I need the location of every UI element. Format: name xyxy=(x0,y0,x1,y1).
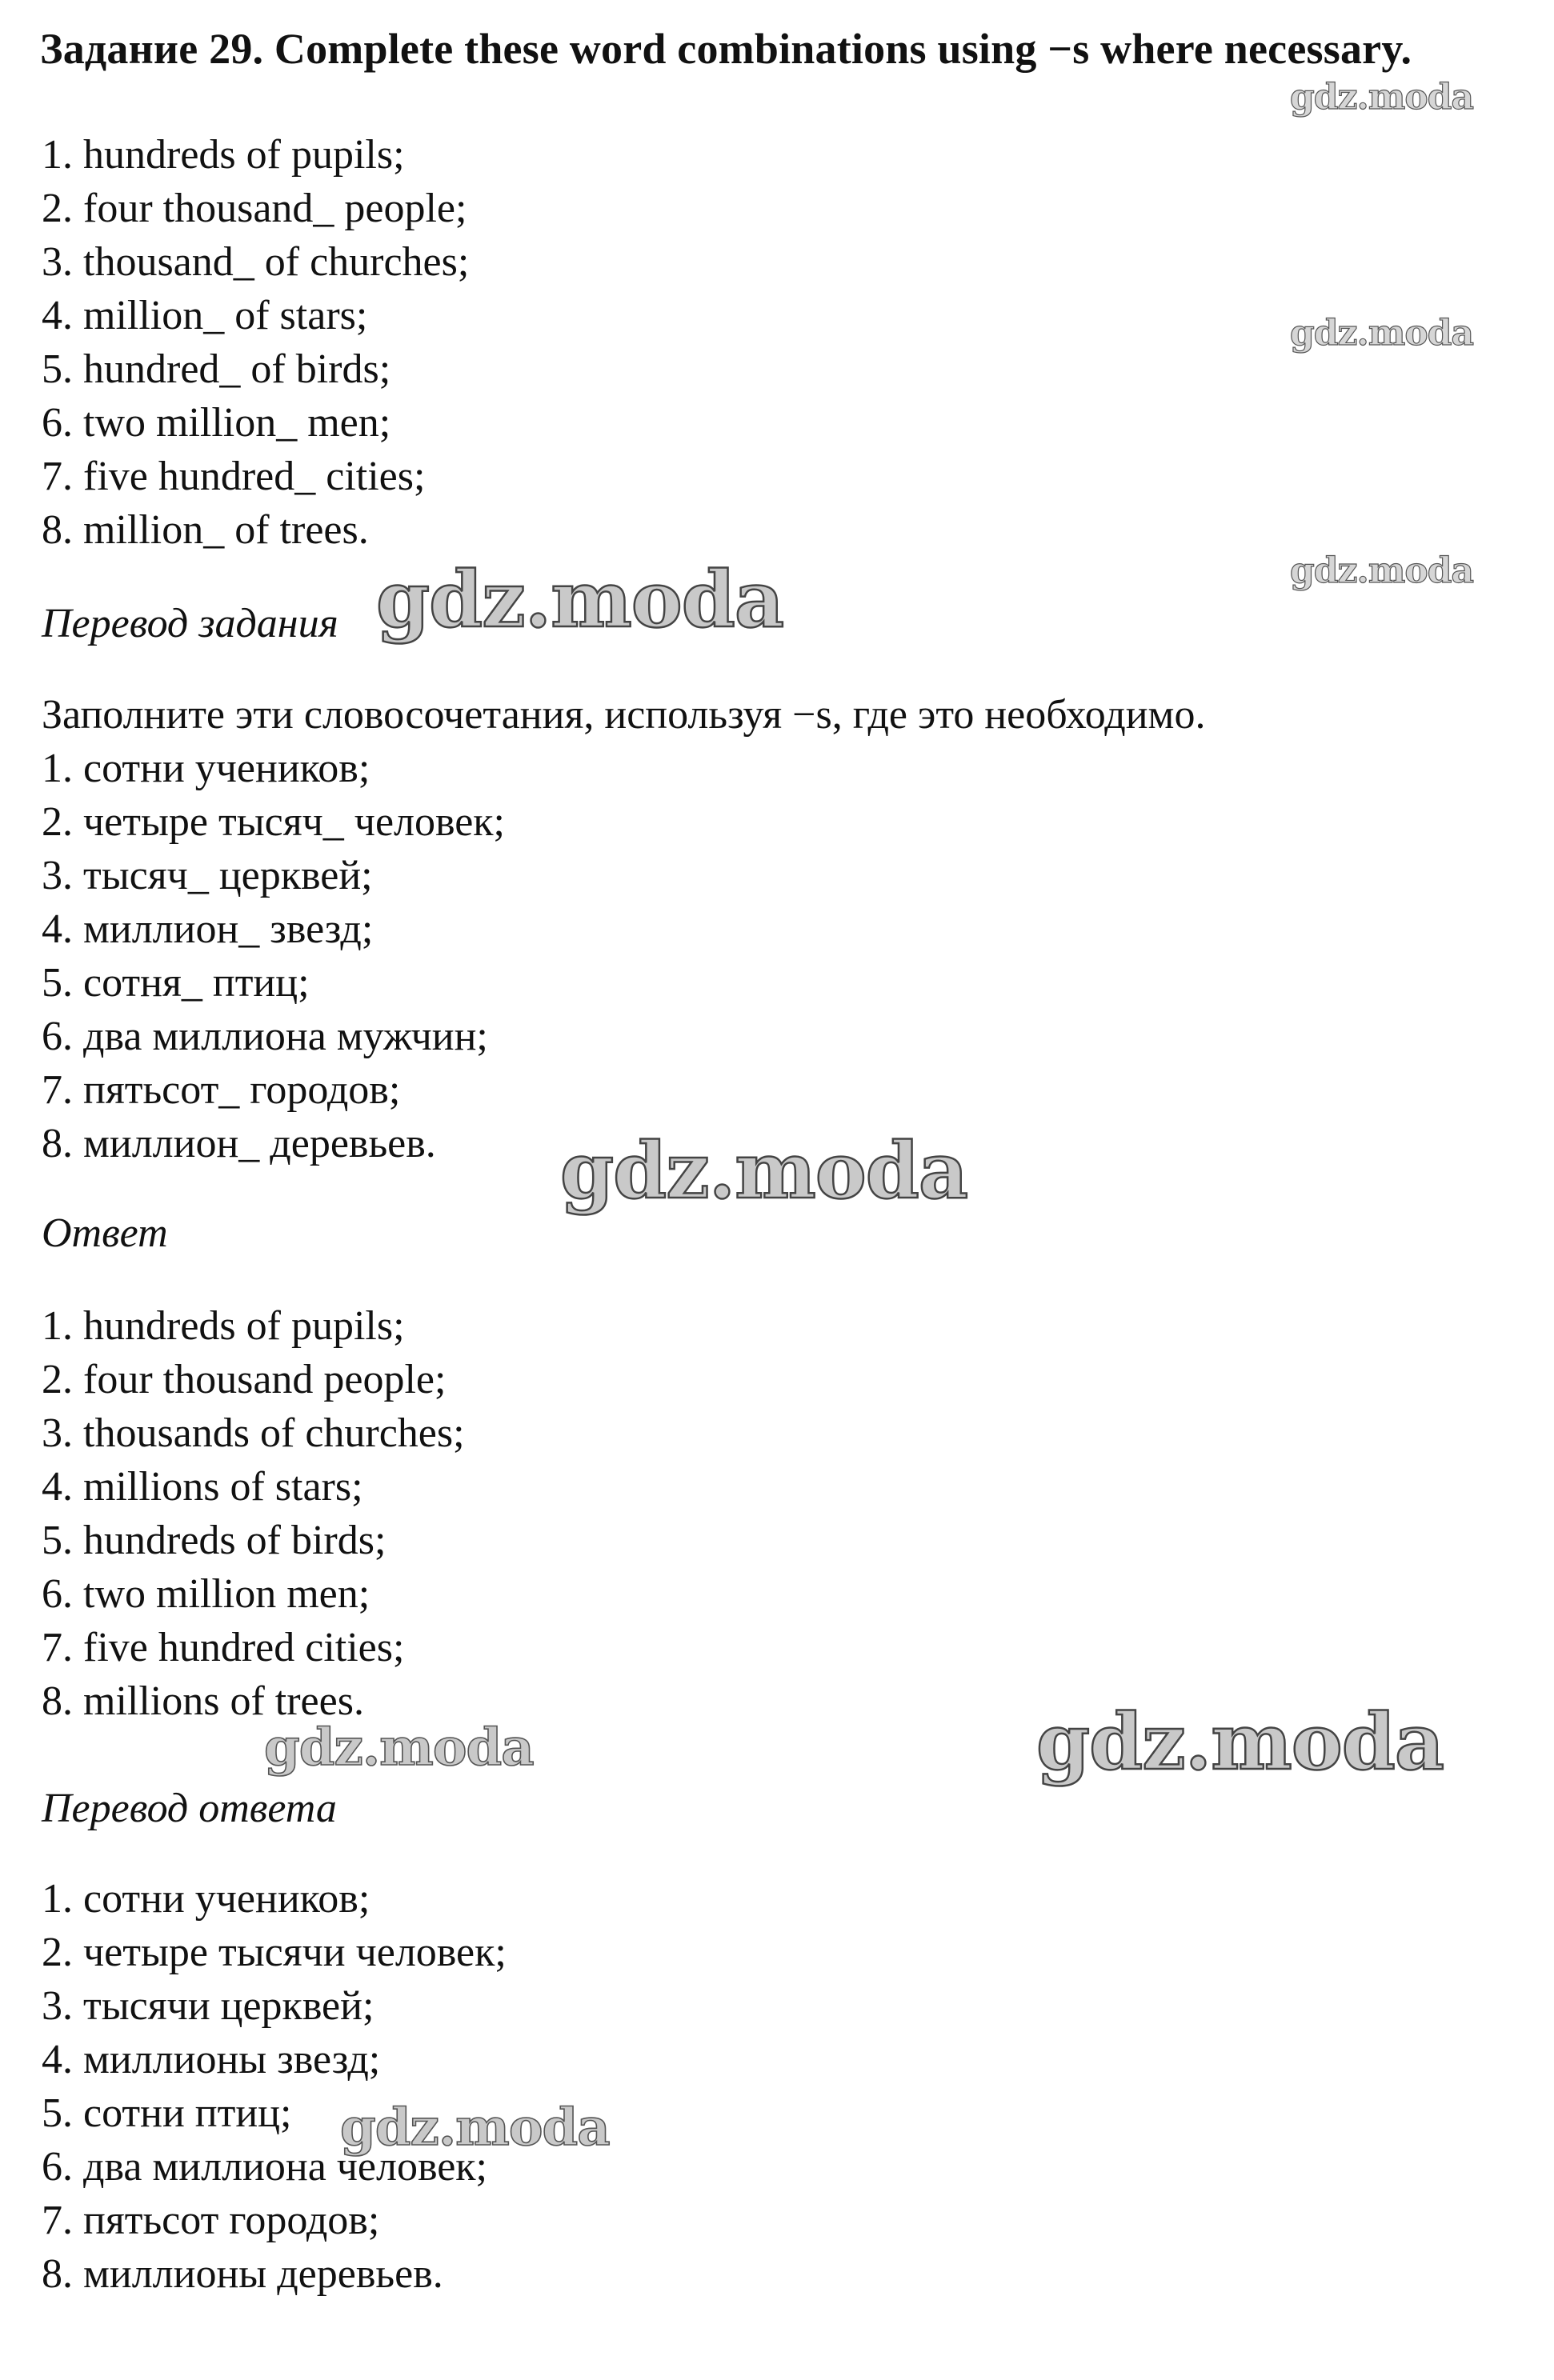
watermark-logo: gdz.moda xyxy=(376,554,784,645)
answer-item-6: 6. two million men; xyxy=(42,1571,370,1617)
translation-item-6: 6. два миллиона мужчин; xyxy=(42,1014,488,1059)
answer-translation-item-7: 7. пятьсот городов; xyxy=(42,2198,380,2243)
task-item-4: 4. million_ of stars; xyxy=(42,293,368,338)
watermark-logo: gdz.moda xyxy=(1290,550,1474,591)
translation-intro: Заполните эти словосочетания, используя −s, где это необходимо. xyxy=(42,692,1206,738)
translation-item-7: 7. пятьсот_ городов; xyxy=(42,1067,401,1113)
answer-translation-heading: Перевод ответа xyxy=(42,1786,337,1831)
translation-item-1: 1. сотни учеников; xyxy=(42,746,370,791)
task-item-8: 8. million_ of trees. xyxy=(42,507,369,553)
answer-item-4: 4. millions of stars; xyxy=(42,1464,363,1510)
watermark-logo: gdz.moda xyxy=(1290,313,1474,354)
answer-translation-item-8: 8. миллионы деревьев. xyxy=(42,2251,443,2297)
answer-item-1: 1. hundreds of pupils; xyxy=(42,1303,405,1349)
translation-item-3: 3. тысяч_ церквей; xyxy=(42,853,373,898)
watermark-logo: gdz.moda xyxy=(1036,1697,1444,1787)
answer-item-7: 7. five hundred cities; xyxy=(42,1625,405,1670)
answer-translation-item-5: 5. сотни птиц; xyxy=(42,2090,292,2136)
translation-item-8: 8. миллион_ деревьев. xyxy=(42,1121,436,1166)
watermark-logo: gdz.moda xyxy=(1290,77,1474,118)
answer-translation-item-1: 1. сотни учеников; xyxy=(42,1876,370,1922)
task-item-6: 6. two million_ men; xyxy=(42,400,391,446)
translation-heading: Перевод задания xyxy=(42,601,338,646)
answer-item-8: 8. millions of trees. xyxy=(42,1678,364,1724)
watermark-logo: gdz.moda xyxy=(560,1126,968,1216)
answer-translation-item-2: 2. четыре тысячи человек; xyxy=(42,1930,507,1975)
task-item-1: 1. hundreds of pupils; xyxy=(42,132,405,178)
watermark-logo: gdz.moda xyxy=(340,2098,610,2158)
answer-translation-item-3: 3. тысячи церквей; xyxy=(42,1983,374,2029)
translation-item-5: 5. сотня_ птиц; xyxy=(42,960,310,1006)
answer-translation-item-4: 4. миллионы звезд; xyxy=(42,2037,381,2082)
answer-heading: Ответ xyxy=(42,1210,168,1256)
task-item-3: 3. thousand_ of churches; xyxy=(42,239,470,285)
task-item-7: 7. five hundred_ cities; xyxy=(42,454,426,499)
task-item-2: 2. four thousand_ people; xyxy=(42,186,467,231)
answer-item-5: 5. hundreds of birds; xyxy=(42,1518,386,1563)
task-title: Задание 29. Complete these word combinations using −s where necessary. xyxy=(40,25,1412,73)
answer-translation-item-6: 6. два миллиона человек; xyxy=(42,2144,487,2190)
answer-item-3: 3. thousands of churches; xyxy=(42,1410,465,1456)
task-item-5: 5. hundred_ of birds; xyxy=(42,346,391,392)
watermark-logo: gdz.moda xyxy=(264,1718,534,1778)
answer-item-2: 2. four thousand people; xyxy=(42,1357,447,1402)
translation-item-2: 2. четыре тысяч_ человек; xyxy=(42,799,506,845)
translation-item-4: 4. миллион_ звезд; xyxy=(42,906,374,952)
